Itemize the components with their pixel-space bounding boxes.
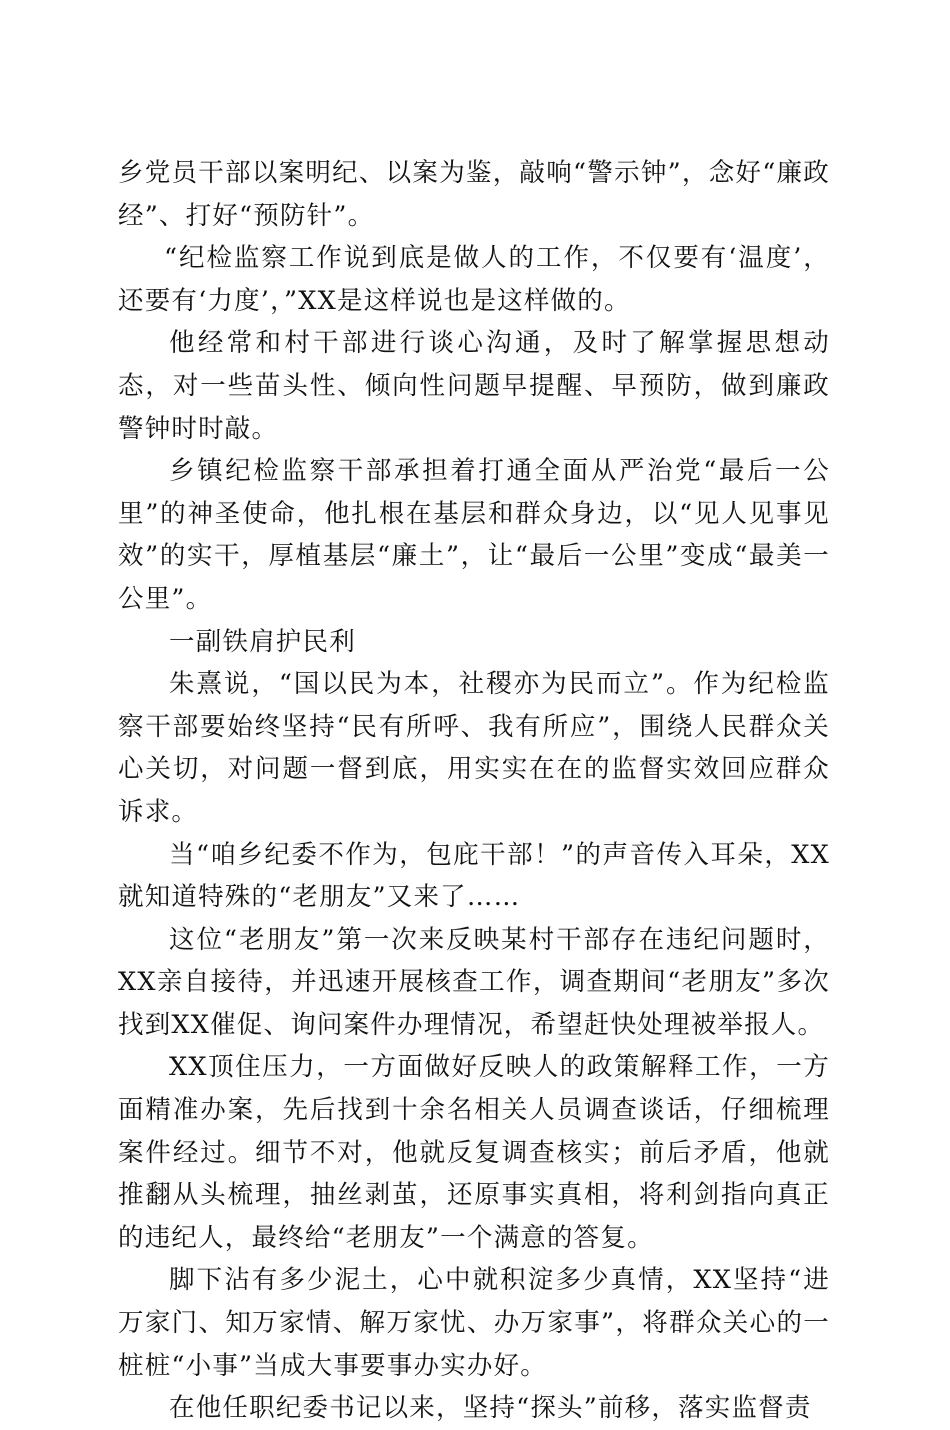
paragraph-2: “纪检监察工作说到底是做人的工作，不仅要有‘温度’，还要有‘力度’，”XX是这样说也是这样做的。 [118,243,830,316]
paragraph-8: XX顶住压力，一方面做好反映人的政策解释工作，一方面精准办案，先后找到十余名相关人员调查谈话，仔细梳理案件经过。细节不对，他就反复调查核实；前后矛盾，他就推翻从头梳理，抽丝剥茧，还原事实真相，将利剑指向真正的违纪人，最终给“老朋友”一个满意的答复。 [118,1052,830,1253]
paragraph-10: 在他任职纪委书记以来，坚持“探头”前移，落实监督责 [169,1393,812,1424]
paragraph-6: 当“咱乡纪委不作为，包庇干部！”的声音传入耳朵，XX就知道特殊的“老朋友”又来了…… [118,839,830,913]
paragraph-9: 脚下沾有多少泥土，心中就积淀多少真情，XX坚持“进万家门、知万家情、解万家忧、办万家事”，将群众关心的一桩桩“小事”当成大事要事办实办好。 [118,1265,830,1381]
document-body [118,152,830,1430]
paragraph-7: 这位“老朋友”第一次来反映某村干部存在违纪问题时，XX亲自接待，并迅速开展核查工作，调查期间“老朋友”多次找到XX催促、询问案件办理情况，希望赶快处理被举报人。 [118,924,830,1040]
paragraph-5: 朱熹说，“国以民为本，社稷亦为民而立”。作为纪检监察干部要始终坚持“民有所呼、我有所应”，围绕人民群众关心关切，对问题一督到底，用实实在在的监督实效回应群众诉求。 [118,669,830,827]
paragraph-1: 乡党员干部以案明纪、以案为鉴，敲响“警示钟”，念好“廉政经”、打好“预防针”。 [118,158,830,231]
paragraph-3: 他经常和村干部进行谈心沟通，及时了解掌握思想动态，对一些苗头性、倾向性问题早提醒、早预防，做到廉政警钟时时敲。 [118,328,830,444]
paragraph-4: 乡镇纪检监察干部承担着打通全面从严治党“最后一公里”的神圣使命，他扎根在基层和群众身边，以“见人见事见效”的实干，厚植基层“廉土”，让“最后一公里”变成“最美一公里”。 [118,456,830,614]
section-heading: 一副铁肩护民利 [169,626,356,657]
